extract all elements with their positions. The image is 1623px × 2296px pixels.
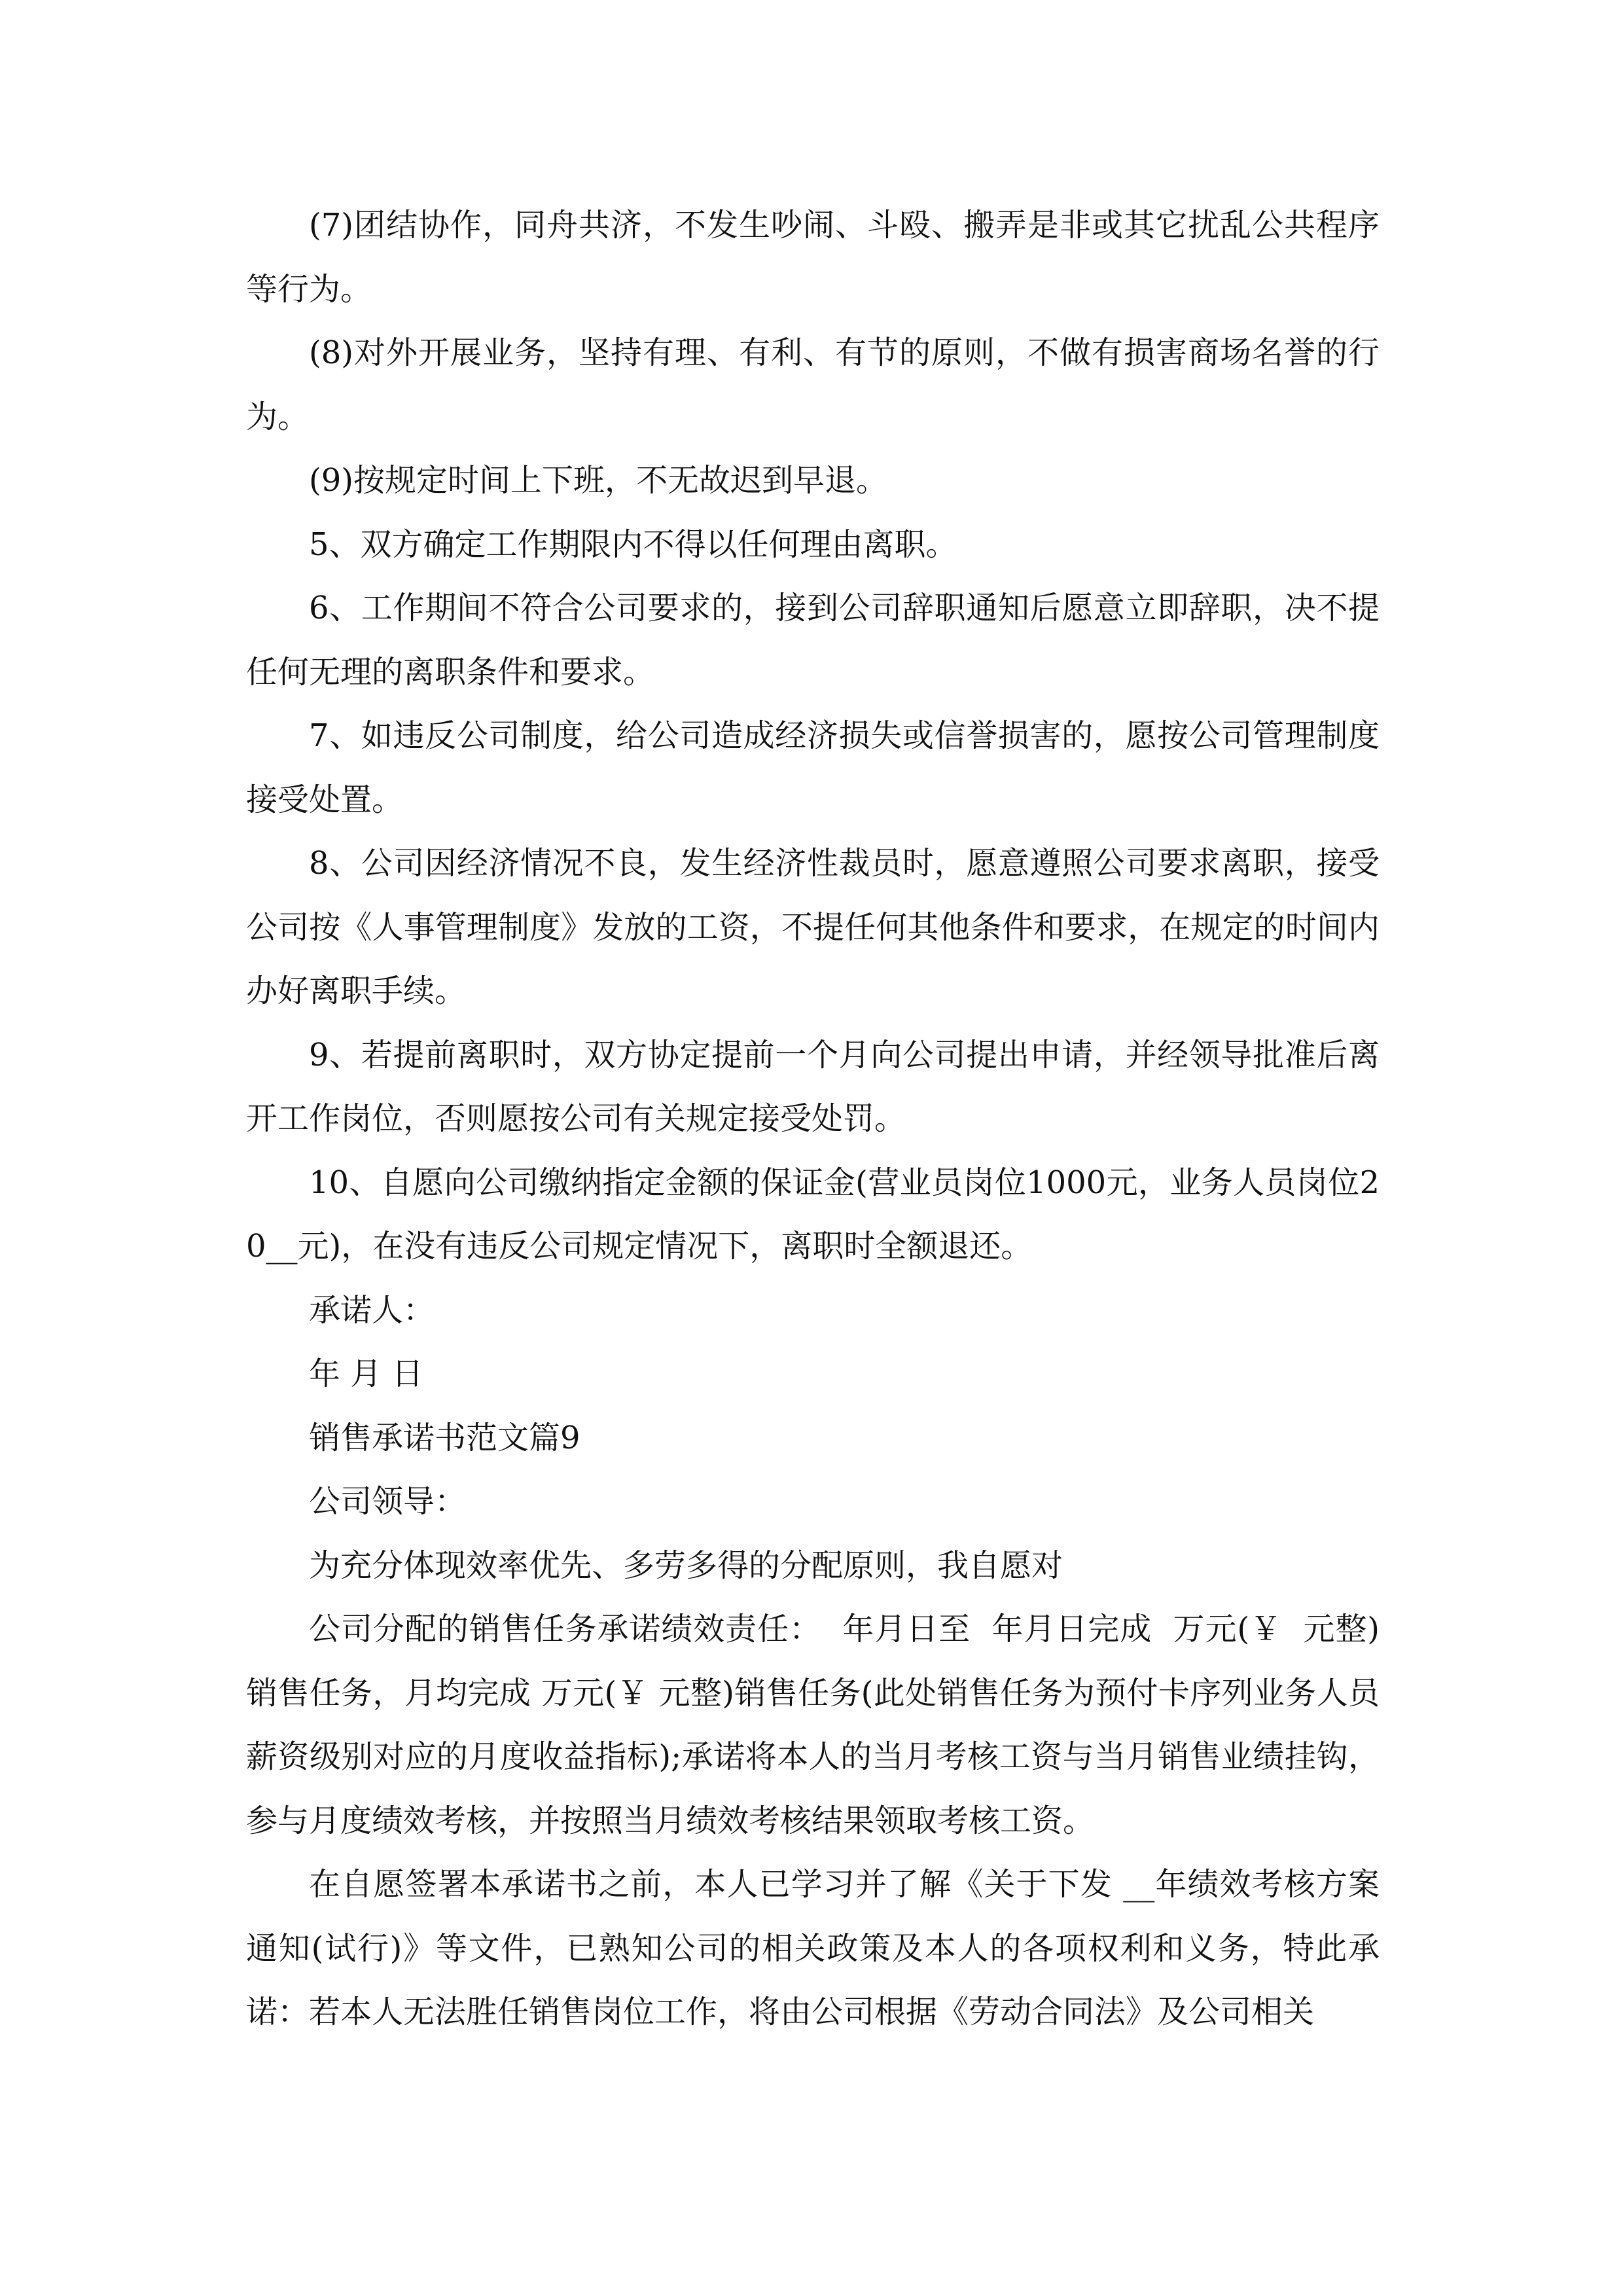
paragraph-clause-9: (9)按规定时间上下班，不无故迟到早退。 — [309, 462, 887, 499]
document-body — [246, 194, 1380, 2045]
paragraph-item-6: 6、工作期间不符合公司要求的，接到公司辞职通知后愿意立即辞职，决不提任何无理的离职条件和要求。 — [246, 590, 1380, 691]
paragraph-item-8: 8、公司因经济情况不良，发生经济性裁员时，愿意遵照公司要求离职，接受公司按《人事管理制度》发放的工资，不提任何其他条件和要求，在规定的时间内办好离职手续。 — [246, 845, 1380, 1009]
date-line: 年 月 日 — [309, 1355, 423, 1392]
salutation: 公司领导： — [309, 1483, 467, 1520]
paragraph-item-10: 10、自愿向公司缴纳指定金额的保证金(营业员岗位1000元，业务人员岗位20__元)，在没有违反公司规定情况下，离职时全额退还。 — [246, 1164, 1380, 1265]
paragraph-item-5: 5、双方确定工作期限内不得以任何理由离职。 — [309, 526, 957, 563]
paragraph-clause-8: (8)对外开展业务，坚持有理、有利、有节的原则，不做有损害商场名誉的行为。 — [246, 334, 1380, 435]
section-heading: 销售承诺书范文篇9 — [309, 1419, 580, 1456]
paragraph-intro: 为充分体现效率优先、多劳多得的分配原则，我自愿对 — [309, 1547, 1063, 1584]
paragraph-sales-task: 公司分配的销售任务承诺绩效责任： 年月日至 年月日完成 万元(￥ 元整)销售任务，月均完成 万元(￥ 元整)销售任务(此处销售任务为预付卡序列业务人员薪资级别对应的月度收益指标);承诺将本人的当月考核工资与当月销售业绩挂钩，参与月度绩效考核，并按照当月绩效考核结果领取考核工资。 — [246, 1611, 1380, 1839]
paragraph-item-9: 9、若提前离职时，双方协定提前一个月向公司提出申请，并经领导批准后离开工作岗位，否则愿按公司有关规定接受处罚。 — [246, 1036, 1380, 1137]
promisor-label: 承诺人： — [309, 1291, 435, 1329]
paragraph-clause-7: (7)团结协作，同舟共济，不发生吵闹、斗殴、搬弄是非或其它扰乱公共程序等行为。 — [246, 207, 1380, 308]
paragraph-item-7: 7、如违反公司制度，给公司造成经济损失或信誉损害的，愿按公司管理制度接受处置。 — [246, 717, 1380, 818]
paragraph-acknowledgement: 在自愿签署本承诺书之前，本人已学习并了解《关于下发 __年绩效考核方案通知(试行)》等文件，已熟知公司的相关政策及本人的各项权利和义务，特此承诺：若本人无法胜任销售岗位工作，将由公司根据《劳动合同法》及公司相关 — [246, 1866, 1380, 2030]
